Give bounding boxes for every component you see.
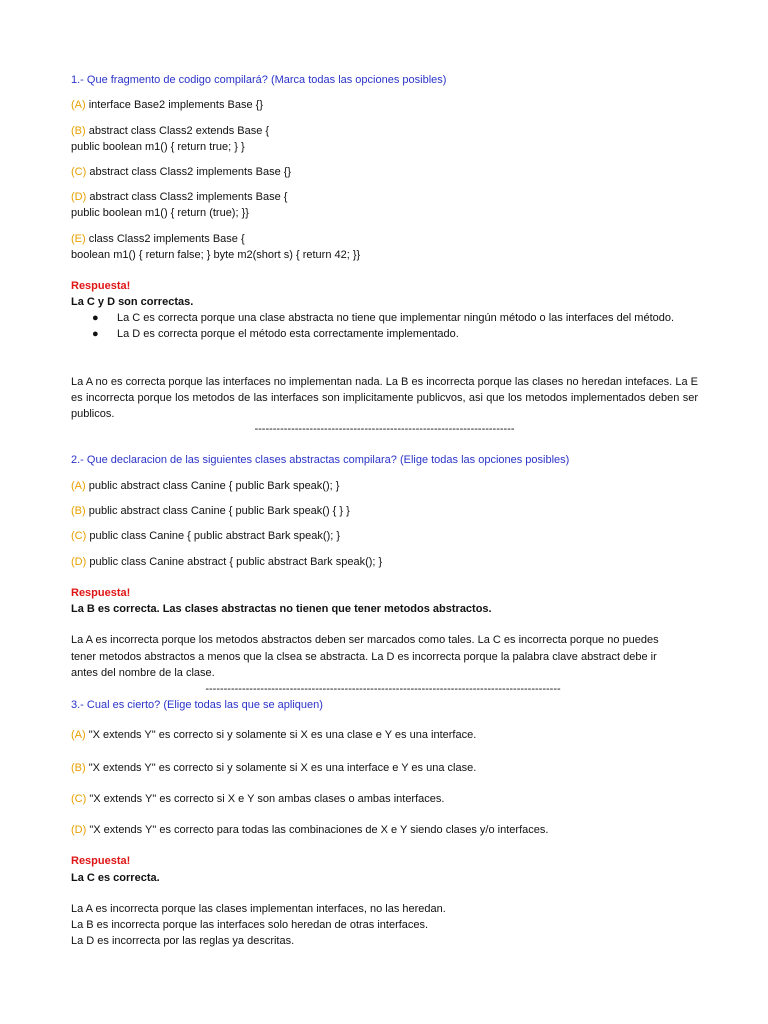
option-label: (A) xyxy=(71,729,86,741)
q3-answer-heading: Respuesta! xyxy=(71,855,131,867)
q1-option-a xyxy=(71,97,698,113)
option-label: (B) xyxy=(71,505,86,517)
q1-answer-heading: Respuesta! xyxy=(71,280,131,292)
q2-answer-heading: Respuesta! xyxy=(71,587,131,599)
option-label: (B) xyxy=(71,125,86,137)
option-text: class Class2 implements Base { xyxy=(88,233,245,245)
q1-question: 1.- Que fragmento de codigo compilará? (Marca todas las opciones posibles) xyxy=(71,74,447,86)
q2-explanation-line3: antes del nombre de la clase. xyxy=(71,667,215,679)
q3-explanation-line3: La D es incorrecta por las reglas ya descritas. xyxy=(71,935,295,947)
q3-answer: La C es correcta. xyxy=(71,872,160,884)
q1-explanation: La A no es correcta porque las interfaces no implementan nada. La B es incorrecta porque las clases no heredan intefaces. La E es incorrecta porque los metodos de las interfaces son implicitamente publicvos, asi que los metodos implementados deben ser publicos. xyxy=(71,376,698,420)
q3-option-c xyxy=(71,791,698,807)
list-item: ● La C es correcta porque una clase abstracta no tiene que implementar ningún método o las interfaces del método. xyxy=(92,312,675,324)
option-text: public abstract class Canine { public Bark speak() { } } xyxy=(88,505,350,517)
q1-option-c xyxy=(71,164,698,180)
option-text: public class Canine { public abstract Bark speak(); } xyxy=(89,530,341,542)
q1-option-e xyxy=(71,231,698,247)
option-label: (E) xyxy=(71,233,86,245)
option-label: (D) xyxy=(71,556,87,568)
option-text: "X extends Y" es correcto si X e Y son ambas clases o ambas interfaces. xyxy=(89,793,445,805)
option-text: abstract class Class2 extends Base { xyxy=(88,125,270,137)
option-label: (D) xyxy=(71,191,87,203)
bullet-icon: ● xyxy=(92,328,99,340)
q2-question: 2.- Que declaracion de las siguientes clases abstractas compilara? (Elige todas las opciones posibles) xyxy=(71,454,570,466)
q3-option-a xyxy=(71,727,698,743)
q3-question: 3.- Cual es cierto? (Elige todas las que se apliquen) xyxy=(71,699,323,711)
separator: ------------------------------------------------------------------------------------------------- xyxy=(205,683,561,695)
option-label: (A) xyxy=(71,480,86,492)
q2-explanation-line1: La A es incorrecta porque los metodos abstractos deben ser marcados como tales. La C es incorrecta porque no puedes xyxy=(71,634,659,646)
q2-answer: La B es correcta. Las clases abstractas no tienen que tener metodos abstractos. xyxy=(71,603,492,615)
option-text: abstract class Class2 implements Base { xyxy=(89,191,288,203)
q2-option-a xyxy=(71,478,698,494)
q1-option-e-line2: boolean m1() { return false; } byte m2(short s) { return 42; }} xyxy=(71,249,361,261)
option-label: (C) xyxy=(71,166,87,178)
option-text: interface Base2 implements Base {} xyxy=(88,99,263,111)
option-label: (A) xyxy=(71,99,86,111)
q2-option-b xyxy=(71,503,698,519)
q2-explanation-line2: tener metodos abstractos a menos que la clsea se abstracta. La D es incorrecta porque la palabra clave abstract debe ir xyxy=(71,651,657,663)
option-label: (C) xyxy=(71,530,87,542)
option-text: "X extends Y" es correcto si y solamente si X es una interface e Y es una clase. xyxy=(88,762,477,774)
option-label: (B) xyxy=(71,762,86,774)
q1-option-d xyxy=(71,189,698,205)
q3-explanation-line2: La B es incorrecta porque las interfaces solo heredan de otras interfaces. xyxy=(71,919,429,931)
q3-option-d xyxy=(71,822,698,838)
q1-answer: La C y D son correctas. xyxy=(71,296,194,308)
q2-option-d xyxy=(71,554,698,570)
option-text: "X extends Y" es correcto si y solamente si X es una clase e Y es una interface. xyxy=(88,729,477,741)
option-label: (D) xyxy=(71,824,87,836)
q1-option-b-line2: public boolean m1() { return true; } } xyxy=(71,141,245,153)
q1-bullet-list xyxy=(71,310,698,342)
q2-option-c xyxy=(71,528,698,544)
separator: ----------------------------------------------------------------------- xyxy=(254,423,515,435)
q1-option-b xyxy=(71,123,698,139)
option-text: "X extends Y" es correcto para todas las combinaciones de X e Y siendo clases y/o interfaces. xyxy=(89,824,549,836)
q3-explanation-line1: La A es incorrecta porque las clases implementan interfaces, no las heredan. xyxy=(71,903,446,915)
option-text: abstract class Class2 implements Base {} xyxy=(89,166,292,178)
option-text: public abstract class Canine { public Bark speak(); } xyxy=(88,480,340,492)
bullet-icon: ● xyxy=(92,312,99,324)
q1-option-d-line2: public boolean m1() { return (true); }} xyxy=(71,207,249,219)
q3-option-b xyxy=(71,760,698,776)
list-item: ● La D es correcta porque el método esta correctamente implementado. xyxy=(92,328,459,340)
option-text: public class Canine abstract { public abstract Bark speak(); } xyxy=(89,556,383,568)
option-label: (C) xyxy=(71,793,87,805)
